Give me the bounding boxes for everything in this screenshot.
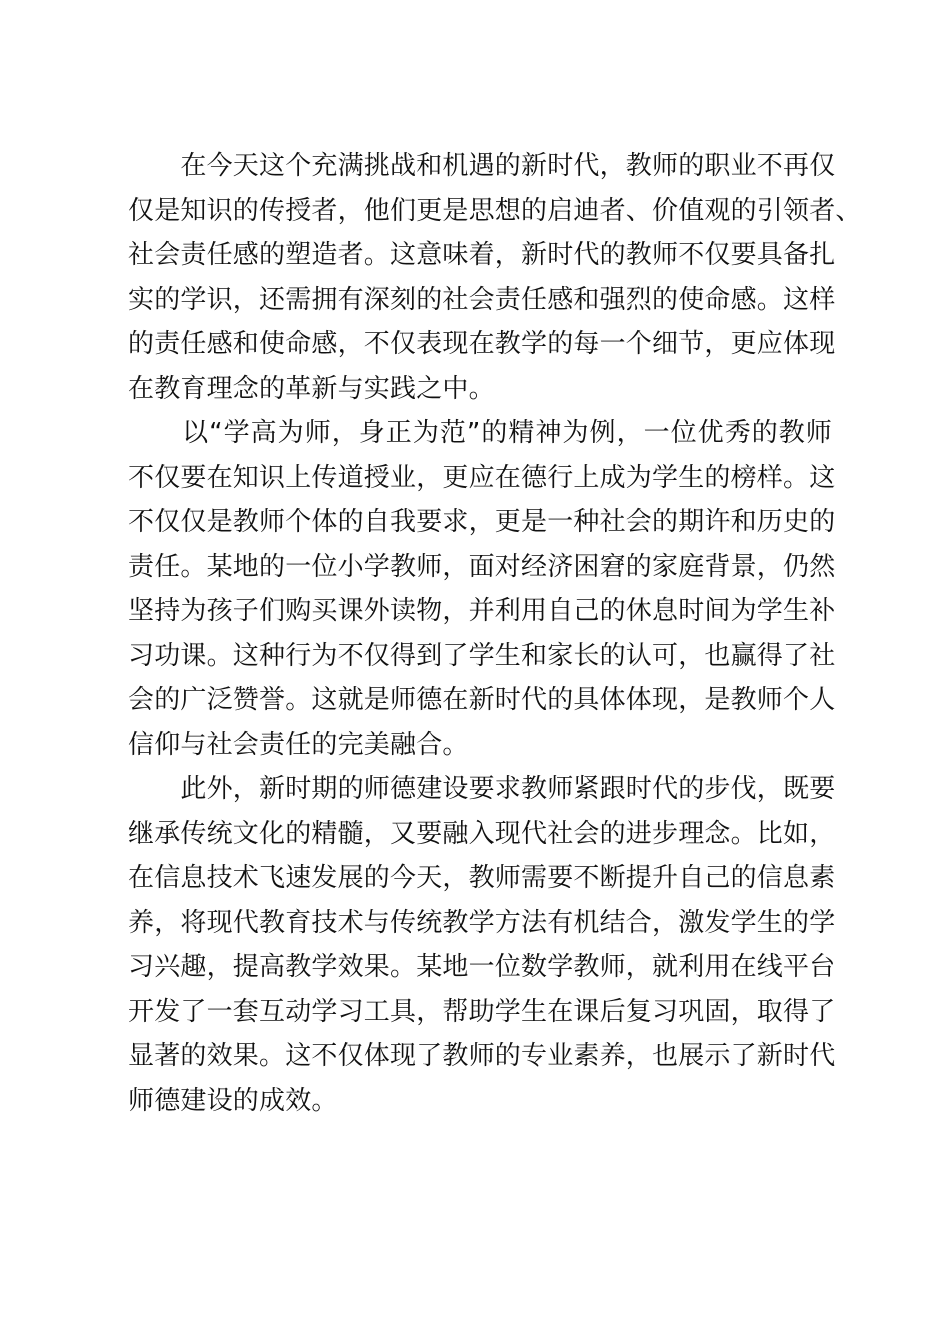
text-line: 开发了一套互动学习工具，帮助学生在课后复习巩固，取得了 bbox=[128, 996, 836, 1027]
text-line: 社会责任感的塑造者。这意味着，新时代的教师不仅要具备扎 bbox=[128, 240, 836, 270]
paragraph-2 bbox=[128, 411, 836, 767]
text-line: 以“学高为师，身正为范”的精神为例，一位优秀的教师 bbox=[128, 418, 832, 448]
text-line: 实的学识，还需拥有深刻的社会责任感和强烈的使命感。这样 bbox=[128, 284, 836, 315]
text-line: 继承传统文化的精髓，又要融入现代社会的进步理念。比如， bbox=[128, 818, 836, 849]
text-line: 坚持为孩子们购买课外读物，并利用自己的休息时间为学生补 bbox=[128, 596, 836, 626]
body-text bbox=[128, 144, 862, 1123]
text-line: 在今天这个充满挑战和机遇的新时代，教师的职业不再仅 bbox=[128, 151, 836, 181]
paragraph-1 bbox=[128, 144, 862, 411]
text-line: 会的广泛赞誉。这就是师德在新时代的具体体现，是教师个人 bbox=[128, 685, 836, 715]
text-line: 习功课。这种行为不仅得到了学生和家长的认可，也赢得了社 bbox=[128, 640, 836, 671]
text-line: 不仅仅是教师个体的自我要求，更是一种社会的期许和历史的 bbox=[128, 507, 836, 537]
text-line: 信仰与社会责任的完美融合。 bbox=[128, 729, 469, 760]
text-line: 此外，新时期的师德建设要求教师紧跟时代的步伐，既要 bbox=[128, 774, 836, 804]
text-line: 显著的效果。这不仅体现了教师的专业素养，也展示了新时代 bbox=[128, 1041, 836, 1071]
text-line: 习兴趣，提高教学效果。某地一位数学教师，就利用在线平台 bbox=[128, 952, 836, 982]
paragraph-3 bbox=[128, 767, 836, 1123]
text-line: 在教育理念的革新与实践之中。 bbox=[128, 373, 495, 404]
text-line: 仅是知识的传授者，他们更是思想的启迪者、价值观的引领者、 bbox=[128, 195, 862, 226]
text-line: 的责任感和使命感，不仅表现在教学的每一个细节，更应体现 bbox=[128, 329, 836, 359]
text-line: 不仅要在知识上传道授业，更应在德行上成为学生的榜样。这 bbox=[128, 462, 836, 493]
text-line: 责任。某地的一位小学教师，面对经济困窘的家庭背景，仍然 bbox=[128, 551, 836, 582]
text-line: 师德建设的成效。 bbox=[128, 1085, 338, 1116]
text-line: 在信息技术飞速发展的今天，教师需要不断提升自己的信息素 bbox=[128, 863, 836, 893]
text-line: 养，将现代教育技术与传统教学方法有机结合，激发学生的学 bbox=[128, 907, 836, 938]
